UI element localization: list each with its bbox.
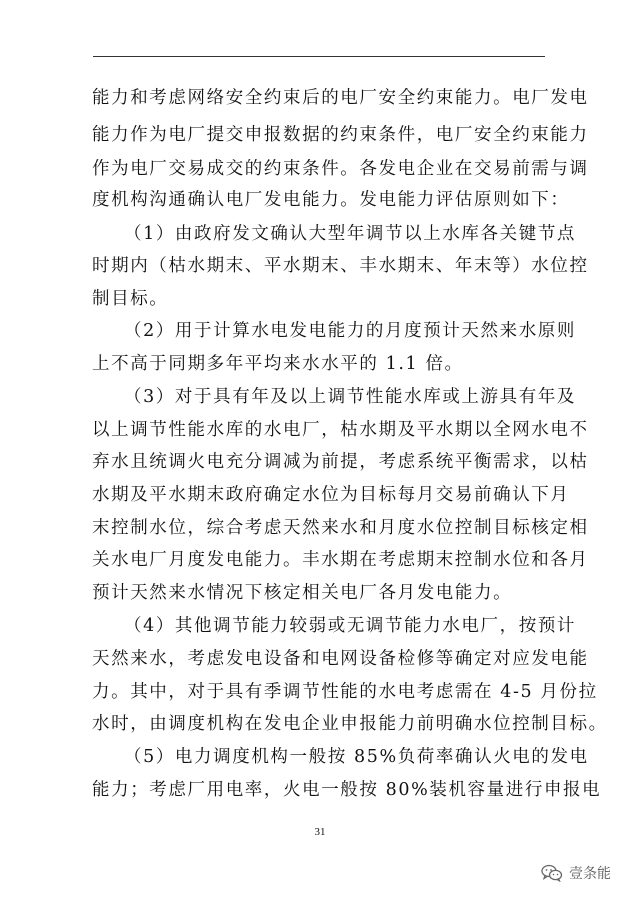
text-line: 度机构沟通确认电厂发电能力。发电能力评估原则如下： [92,190,570,210]
header-rule [93,56,545,57]
text-line: （2）用于计算水电发电能力的月度预计天然来水原则 [124,321,577,341]
text-line: 弃水且统调火电充分调减为前提，考虑系统平衡需求，以枯 [92,452,589,472]
text-line: （5）电力调度机构一般按 85%负荷率确认火电的发电 [124,747,589,767]
text-line: 能力和考虑网络安全约束后的电厂安全约束能力。电厂发电 [92,88,589,108]
text-line: 预计天然来水情况下核定相关电厂各月发电能力。 [92,583,513,603]
text-line: （4）其他调节能力较弱或无调节能力水电厂，按预计 [124,616,577,636]
text-line: 末控制水位，综合考虑天然来水和月度水位控制目标核定相 [92,518,589,538]
text-line: 关水电厂月度发电能力。丰水期在考虑期末控制水位和各月 [92,550,589,570]
text-line: 以上调节性能水库的水电厂，枯水期及平水期以全网水电不 [92,420,589,440]
text-line: 时期内（枯水期末、平水期末、丰水期末、年末等）水位控 [92,256,589,276]
text-line: 天然来水，考虑发电设备和电网设备检修等确定对应发电能 [92,649,589,669]
text-line: （3）对于具有年及以上调节性能水库或上游具有年及 [124,387,577,407]
text-line: 力。其中，对于具有季调节性能的水电考虑需在 4-5 月份拉 [92,682,598,702]
text-line: 水时，由调度机构在发电企业申报能力前明确水位控制目标。 [92,714,608,734]
page-number: 31 [314,826,326,838]
text-line: （1）由政府发文确认大型年调节以上水库各关键节点 [124,224,577,244]
watermark [541,862,611,884]
text-line: 水期及平水期末政府确定水位为目标每月交易前确认下月 [92,485,570,505]
wechat-icon [541,864,563,882]
watermark-text: 壹条能 [569,866,611,882]
text-line: 能力作为电厂提交申报数据的约束条件，电厂安全约束能力 [92,125,589,145]
text-line: 上不高于同期多年平均来水水平的 1.1 倍。 [92,354,464,374]
text-line: 制目标。 [92,289,169,309]
text-line: 能力；考虑厂用电率，火电一般按 80%装机容量进行申报电 [92,780,602,800]
text-line: 作为电厂交易成交的约束条件。各发电企业在交易前需与调 [92,159,589,179]
